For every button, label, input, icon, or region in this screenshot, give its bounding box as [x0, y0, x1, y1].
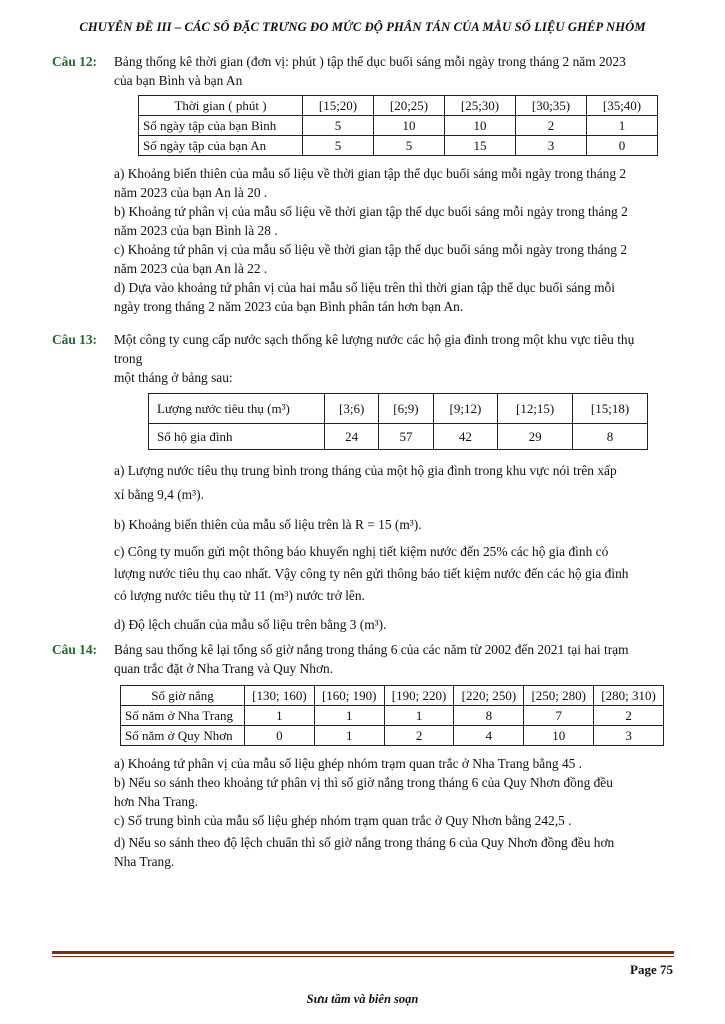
- option-text: d) Dựa vào khoảng tứ phân vị của hai mẫu số liệu trên thì thời gian tập thể dục buổi sáng mỗi: [114, 280, 615, 295]
- table-cell: [190; 220): [384, 686, 454, 706]
- table-cell: 2: [516, 116, 587, 136]
- q13-table: [148, 393, 648, 450]
- option-text: a) Lượng nước tiêu thụ trung bình trong tháng của một hộ gia đình trong khu vực nói trên xấp: [114, 463, 617, 478]
- option-text: năm 2023 của bạn Bình là 28 .: [114, 223, 278, 238]
- table-cell: Số ngày tập của bạn An: [139, 136, 303, 156]
- q13-option-a: [114, 459, 674, 507]
- table-cell: 1: [587, 116, 658, 136]
- table-row: [139, 96, 658, 116]
- table-row: [149, 394, 648, 424]
- q13-option-c: [114, 541, 674, 607]
- table-cell: 7: [524, 706, 594, 726]
- table-cell: 2: [384, 726, 454, 746]
- table-cell: [30;35): [516, 96, 587, 116]
- table-cell: 2: [594, 706, 664, 726]
- table-cell: [15;20): [303, 96, 374, 116]
- table-cell: 8: [454, 706, 524, 726]
- q14-option-d: [114, 833, 674, 871]
- table-cell: [6;9): [379, 394, 433, 424]
- q12-option-b: [114, 202, 674, 240]
- question-13-label: Câu 13:: [52, 332, 98, 347]
- option-text: b) Khoảng tứ phân vị của mẫu số liệu về thời gian tập thể dục buổi sáng mỗi ngày trong tháng 2: [114, 204, 628, 219]
- table-cell: [130; 160): [245, 686, 315, 706]
- option-text: a) Khoảng tứ phân vị của mẫu số liệu ghép nhóm trạm quan trắc ở Nha Trang bằng 45 .: [114, 756, 583, 771]
- option-text: có lượng nước tiêu thụ từ 11 (m³) nước trở lên.: [114, 588, 365, 603]
- table-cell: 24: [325, 424, 379, 450]
- table-cell: Số hộ gia đình: [149, 424, 325, 450]
- option-text: Nha Trang.: [114, 854, 175, 869]
- q14-intro-line1: Bảng sau thống kê lại tổng số giờ nắng trong tháng 6 của các năm từ 2002 đến 2021 tại hai trạm: [114, 642, 629, 657]
- table-cell: [3;6): [325, 394, 379, 424]
- question-13: [52, 330, 674, 637]
- option-text: b) Nếu so sánh theo khoảng tứ phân vị thì số giờ nắng trong tháng 6 của Quy Nhơn đồng đều: [114, 775, 613, 790]
- table-cell: Thời gian ( phút ): [139, 96, 303, 116]
- table-cell: [15;18): [573, 394, 648, 424]
- table-cell: 3: [594, 726, 664, 746]
- q12-intro-line2: của bạn Bình và bạn An: [114, 73, 243, 88]
- q14-intro-line2: quan trắc đặt ở Nha Trang và Quy Nhơn.: [114, 661, 334, 676]
- q12-option-c: [114, 240, 674, 278]
- table-cell: Số năm ở Quy Nhơn: [121, 726, 245, 746]
- table-cell: 1: [245, 706, 315, 726]
- q14-option-a: [114, 754, 674, 773]
- table-cell: 15: [445, 136, 516, 156]
- table-cell: [25;30): [445, 96, 516, 116]
- table-cell: [250; 280): [524, 686, 594, 706]
- footer-divider: [52, 951, 674, 954]
- option-text: xỉ bằng 9,4 (m³).: [114, 487, 204, 502]
- table-cell: [9;12): [433, 394, 498, 424]
- table-cell: [220; 250): [454, 686, 524, 706]
- q12-option-d: [114, 278, 674, 316]
- q13-intro-line1: Một công ty cung cấp nước sạch thống kê lượng nước các hộ gia đình trong một khu vực tiêu thụ: [114, 332, 635, 347]
- table-cell: Số năm ở Nha Trang: [121, 706, 245, 726]
- table-cell: Lượng nước tiêu thụ (m³): [149, 394, 325, 424]
- table-cell: [280; 310): [594, 686, 664, 706]
- table-row: [121, 726, 664, 746]
- question-14-label: Câu 14:: [52, 642, 98, 657]
- page-number: Page 75: [630, 962, 673, 977]
- table-row: [139, 116, 658, 136]
- q12-table: [138, 95, 658, 156]
- q12-intro-line1: Bảng thống kê thời gian (đơn vị: phút ) tập thể dục buổi sáng mỗi ngày trong tháng 2 năm 2023: [114, 54, 626, 69]
- q14-table: [120, 685, 664, 746]
- q13-intro-line3: một tháng ở bảng sau:: [114, 370, 233, 385]
- table-cell: 10: [445, 116, 516, 136]
- table-cell: Số giờ nắng: [121, 686, 245, 706]
- option-text: ngày trong tháng 2 năm 2023 của bạn Bình phân tán hơn bạn An.: [114, 299, 464, 314]
- option-text: c) Khoảng tứ phân vị của mẫu số liệu về thời gian tập thể dục buổi sáng mỗi ngày trong tháng 2: [114, 242, 628, 257]
- option-text: d) Độ lệch chuẩn của mẫu số liệu trên bằng 3 (m³).: [114, 617, 387, 632]
- table-cell: [160; 190): [314, 686, 384, 706]
- footer-note: Sưu tầm và biên soạn: [306, 992, 419, 1006]
- table-cell: 57: [379, 424, 433, 450]
- question-14: [52, 640, 674, 871]
- table-cell: 29: [498, 424, 573, 450]
- q13-option-b: [114, 513, 674, 537]
- table-cell: 8: [573, 424, 648, 450]
- table-cell: 5: [303, 136, 374, 156]
- q12-option-a: [114, 164, 674, 202]
- table-cell: [20;25): [374, 96, 445, 116]
- table-cell: 1: [314, 706, 384, 726]
- table-cell: 4: [454, 726, 524, 746]
- option-text: a) Khoảng biến thiên của mẫu số liệu về thời gian tập thể dục buổi sáng mỗi ngày trong tháng 2: [114, 166, 627, 181]
- table-cell: 5: [374, 136, 445, 156]
- table-row: [121, 686, 664, 706]
- table-row: [139, 136, 658, 156]
- option-text: b) Khoảng biến thiên của mẫu số liệu trên là R = 15 (m³).: [114, 517, 422, 532]
- table-cell: [12;15): [498, 394, 573, 424]
- table-cell: 10: [374, 116, 445, 136]
- q14-option-b: [114, 773, 674, 811]
- table-cell: [35;40): [587, 96, 658, 116]
- table-cell: 10: [524, 726, 594, 746]
- table-cell: 0: [587, 136, 658, 156]
- question-12-label: Câu 12:: [52, 54, 98, 69]
- option-text: hơn Nha Trang.: [114, 794, 199, 809]
- q13-option-d: [114, 613, 674, 637]
- page-header: CHUYÊN ĐỀ III – CÁC SỐ ĐẶC TRƯNG ĐO MỨC ĐỘ PHÂN TÁN CỦA MẪU SỐ LIỆU GHÉP NHÓM: [79, 20, 646, 34]
- option-text: c) Công ty muốn gửi một thông báo khuyến nghị tiết kiệm nước đến 25% các hộ gia đình có: [114, 544, 609, 559]
- table-cell: 5: [303, 116, 374, 136]
- table-cell: Số ngày tập của bạn Bình: [139, 116, 303, 136]
- table-row: [121, 706, 664, 726]
- footer-divider-thin: [52, 956, 674, 957]
- question-12: [52, 52, 674, 316]
- table-cell: 3: [516, 136, 587, 156]
- option-text: c) Số trung bình của mẫu số liệu ghép nhóm trạm quan trắc ở Quy Nhơn bằng 242,5 .: [114, 813, 572, 828]
- table-cell: 42: [433, 424, 498, 450]
- q13-intro-line2: trong: [114, 351, 143, 366]
- table-row: [149, 424, 648, 450]
- table-cell: 1: [314, 726, 384, 746]
- table-cell: 0: [245, 726, 315, 746]
- option-text: năm 2023 của bạn An là 22 .: [114, 261, 268, 276]
- q14-option-c: [114, 811, 674, 830]
- option-text: năm 2023 của bạn An là 20 .: [114, 185, 268, 200]
- option-text: d) Nếu so sánh theo độ lệch chuẩn thì số giờ nắng trong tháng 6 của Quy Nhơn đồng đều hơn: [114, 835, 615, 850]
- option-text: lượng nước tiêu thụ cao nhất. Vậy công ty nên gửi thông báo tiết kiệm nước đến các hộ gia đình: [114, 566, 629, 581]
- table-cell: 1: [384, 706, 454, 726]
